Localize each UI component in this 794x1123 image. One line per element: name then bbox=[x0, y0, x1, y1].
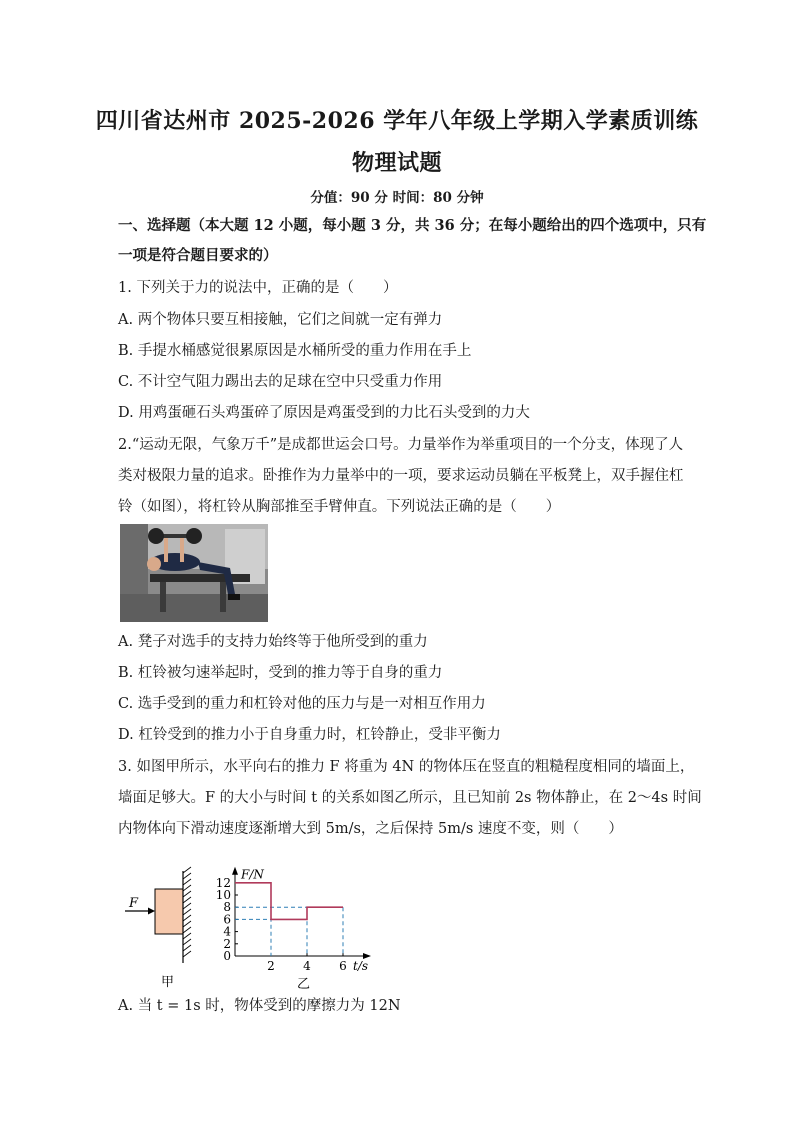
y-tick-label: 10 bbox=[215, 888, 231, 902]
section-heading-line2: 一项是符合题目要求的） bbox=[118, 247, 278, 264]
hatch-line bbox=[183, 927, 191, 933]
q3-stem-line2: 墙面足够大。F 的大小与时间 t 的关系如图乙所示，且已知前 2s 物体静止，在 2～4s 时间 bbox=[118, 790, 702, 806]
hatch-line bbox=[183, 915, 191, 921]
y-tick-label: 4 bbox=[223, 924, 231, 939]
x-axis-label: t/s bbox=[353, 959, 369, 973]
force-time-chart bbox=[216, 867, 371, 992]
hatch-line bbox=[183, 873, 191, 879]
y-tick-label: 6 bbox=[223, 912, 231, 927]
y-tick-label: 8 bbox=[223, 900, 231, 915]
hatch-line bbox=[183, 945, 191, 951]
hatch-line bbox=[183, 903, 191, 909]
hatch-line bbox=[183, 939, 191, 945]
q3-option-a: A. 当 t = 1s 时，物体受到的摩擦力为 12N bbox=[118, 998, 401, 1014]
bench-press-photo bbox=[120, 524, 268, 622]
exam-title-line2: 物理试题 bbox=[351, 150, 442, 176]
q2-option-c: C. 选手受到的重力和杠铃对他的压力与是一对相互作用力 bbox=[118, 696, 486, 712]
caption-jia: 甲 bbox=[161, 975, 175, 990]
x-tick-label: 6 bbox=[339, 959, 347, 973]
caption-yi: 乙 bbox=[297, 977, 311, 992]
hatch-line bbox=[183, 951, 191, 957]
hatch-line bbox=[183, 867, 191, 873]
y-tick-label: 2 bbox=[223, 936, 231, 951]
q1-option-a: A. 两个物体只要互相接触，它们之间就一定有弹力 bbox=[118, 312, 443, 328]
q2-option-b: B. 杠铃被匀速举起时，受到的推力等于自身的重力 bbox=[118, 665, 443, 681]
hatch-line bbox=[183, 897, 191, 903]
q1-stem: 1. 下列关于力的说法中，正确的是（ ） bbox=[118, 280, 398, 296]
wall-hatching bbox=[183, 867, 191, 957]
hatch-line bbox=[183, 921, 191, 927]
q1-option-c: C. 不计空气阻力踢出去的足球在空中只受重力作用 bbox=[118, 374, 443, 390]
section-heading-line1: 一、选择题（本大题 12 小题，每小题 3 分，共 36 分；在每小题给出的四个选项中，只有 bbox=[118, 217, 707, 234]
y-axis-arrow bbox=[232, 867, 238, 875]
q1-option-d: D. 用鸡蛋砸石头鸡蛋碎了原因是鸡蛋受到的力比石头受到的力大 bbox=[118, 405, 530, 421]
q2-stem-line3: 铃（如图），将杠铃从胸部推至手臂伸直。下列说法正确的是（ ） bbox=[118, 499, 561, 515]
x-tick-label: 4 bbox=[303, 959, 311, 973]
y-tick-label: 0 bbox=[223, 949, 231, 963]
hatch-line bbox=[183, 933, 191, 939]
force-arrowhead bbox=[148, 908, 155, 915]
q3-figure bbox=[115, 843, 385, 993]
force-step-line bbox=[235, 883, 343, 920]
q2-stem-line1: 2.“运动无限，气象万千”是成都世运会口号。力量举作为举重项目的一个分支，体现了人 bbox=[118, 437, 684, 453]
hatch-line bbox=[183, 885, 191, 891]
hatch-line bbox=[183, 909, 191, 915]
q2-stem-line2: 类对极限力量的追求。卧推作为力量举中的一项，要求运动员躺在平板凳上，双手握住杠 bbox=[118, 468, 684, 484]
exam-meta: 分值：90 分 时间：80 分钟 bbox=[310, 190, 484, 206]
q2-option-d: D. 杠铃受到的推力小于自身重力时，杠铃静止，受非平衡力 bbox=[118, 727, 501, 743]
q2-option-a: A. 凳子对选手的支持力始终等于他所受到的重力 bbox=[118, 634, 428, 650]
pressed-block bbox=[155, 889, 183, 934]
q3-stem-line3: 内物体向下滑动速度逐渐增大到 5m/s，之后保持 5m/s 速度不变，则（ ） bbox=[118, 821, 623, 837]
y-axis-label: F/N bbox=[241, 867, 264, 882]
hatch-line bbox=[183, 891, 191, 897]
y-tick-label: 12 bbox=[215, 875, 231, 890]
force-label: F bbox=[129, 896, 139, 911]
q3-stem-line1: 3. 如图甲所示，水平向右的推力 F 将重为 4N 的物体压在竖直的粗糙程度相同的墙面上， bbox=[118, 759, 695, 775]
x-tick-label: 2 bbox=[267, 959, 275, 973]
hatch-line bbox=[183, 879, 191, 885]
q1-option-b: B. 手提水桶感觉很累原因是水桶所受的重力作用在手上 bbox=[118, 343, 472, 359]
exam-title-line1: 四川省达州市 2025-2026 学年八年级上学期入学素质训练 bbox=[95, 108, 699, 134]
diagram-jia bbox=[125, 867, 191, 990]
